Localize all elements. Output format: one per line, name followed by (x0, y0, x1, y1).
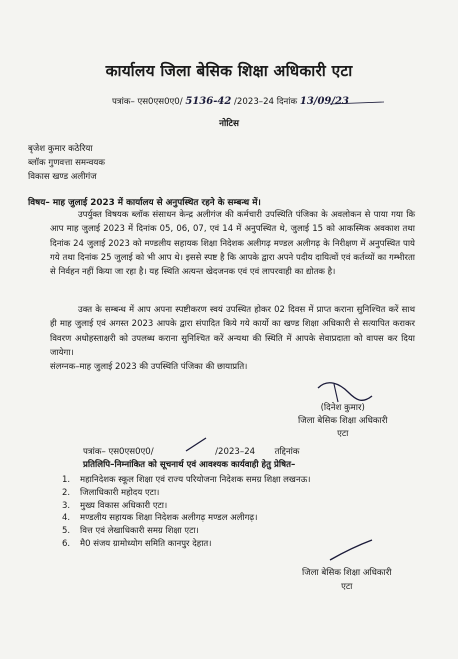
copy-reference-prefix: पत्रांक– एस0एस0ए0/ (83, 447, 154, 457)
signatory-district: एटा (337, 429, 349, 439)
reference-year: /2023–24 दिनांक (234, 97, 298, 107)
enclosure-note: संलग्नक–माह जुलाई 2023 की उपस्थिति पंजिका की छायाप्रति। (50, 362, 248, 372)
addressee-designation: ब्लॉक गुणवत्ता समन्वयक (28, 158, 105, 168)
date-underline (330, 102, 384, 104)
copy-reference-year: /2023–24 (215, 447, 256, 457)
copy-heading: प्रतिलिपि–निम्नांकित को सूचनार्थ एवं आवश्यक कार्यवाही हेतु प्रेषित– (83, 460, 296, 470)
handwritten-date: 13/09/23 (299, 96, 349, 107)
office-title: कार्यालय जिला बेसिक शिक्षा अधिकारी एटा (105, 62, 353, 80)
signatory-2-district: एटा (341, 581, 353, 592)
notice-heading: नोटिस (219, 119, 239, 129)
reference-tick-mark (186, 438, 206, 451)
list-item: 1. महानिदेशक स्कूल शिक्षा एवं राज्य परियोजना निदेशक समग्र शिक्षा लखनऊ। (62, 475, 311, 485)
body-paragraph-1: उपर्युक्त विषयक ब्लॉक संसाधन केन्द्र अलीगंज की कर्मचारी उपस्थिति पंजिका के अवलोकन से पाया गया कि आप माह जुलाई 2023 में दिनांक 05, 06, 07, एवं 14 में अनुपस्थित थे, जुलाई 15 को आकस्मिक अवकाश तथा दिनांक 24 जुलाई 2023 को मण्डलीय सहायक शिक्षा निदेशक अलीगढ़ मण्डल अलीगढ़ के निरीक्षण में अनुपस्थित पाये गये तथा दिनांक 25 जुलाई को भी आप थे। इससे स्पष्ट है कि आपके द्वारा अपने पदीय दायित्वों एवं कर्तव्यों का गम्भीरता से निर्वहन नहीं किया जा रहा है। यह स्थिति अत्यन्त खेदजनक एवं एवं लापरवाही का द्योतक है। (50, 210, 415, 278)
list-item: 3. मुख्य विकास अधिकारी एटा। (62, 500, 168, 511)
handwritten-reference-number: 5136-42 (185, 96, 232, 107)
signature-stroke-3 (330, 540, 372, 560)
copy-reference-date: तद्दिनांक (274, 447, 300, 457)
signature-stroke-2 (334, 384, 338, 402)
body-paragraph-2: उक्त के सम्बन्ध में आप अपना स्पष्टीकरण स्वयं उपस्थित होकर 02 दिवस में प्राप्त कराना सुनिश्चित करें साथ ही माह जुलाई एवं अगस्त 2023 आपके द्वारा संपादित किये गये कार्यो का खण्ड शिक्षा अधिकारी से सत्यापित कराकर विवरण अधोहस्ताक्षरी को उपलब्ध कराना सुनिश्चित करें अन्यथा की स्थिति में आपके सेवाप्रदाता को वापस कर दिया जायेगा। (50, 305, 415, 358)
addressee-block-name: विकास खण्ड अलीगंज (28, 172, 97, 182)
list-item: 5. वित्त एवं लेखाधिकारी समग्र शिक्षा एटा। (62, 526, 199, 537)
addressee-name: बृजेश कुमार कठेरिया (28, 144, 93, 154)
list-item: 6. मै0 संजय ग्रामोध्योग समिति कानपुर देहात। (62, 538, 212, 549)
list-item: 2. जिलाधिकारी महोदय एटा। (62, 487, 160, 498)
signatory-designation: जिला बेसिक शिक्षा अधिकारी (298, 416, 388, 426)
reference-prefix: पत्रांक– एस0एस0ए0/ (112, 97, 183, 107)
subject-line: विषय– माह जुलाई 2023 में कार्यालय से अनुपस्थित रहने के सम्बन्ध में। (28, 198, 261, 208)
signature-stroke-1 (318, 383, 372, 401)
signatory-name: (दिनेश कुमार) (320, 403, 365, 413)
list-item: 4. मण्डलीय सहायक शिक्षा निदेशक अलीगढ़ मण्डल अलीगढ़। (62, 513, 258, 524)
signatory-2-designation: जिला बेसिक शिक्षा अधिकारी (302, 568, 392, 578)
